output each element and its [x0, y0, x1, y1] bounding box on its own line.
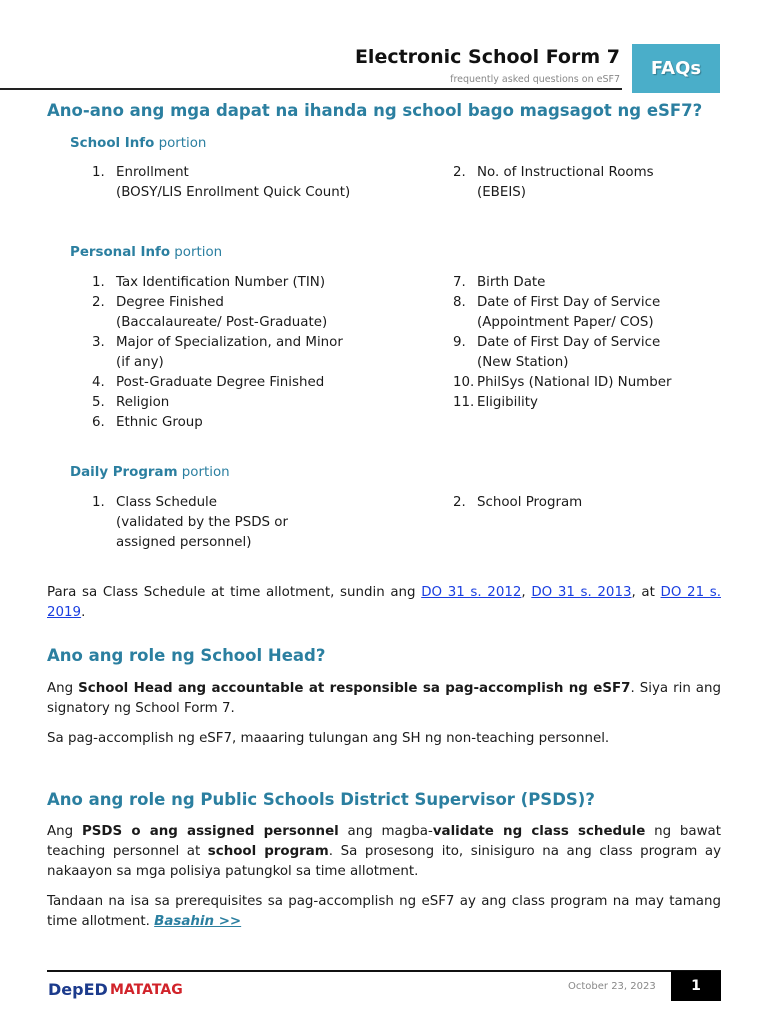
basahin-link[interactable]: Basahin >> — [154, 914, 242, 929]
section-suffix: portion — [177, 465, 230, 480]
text: Ang — [47, 824, 82, 839]
header-divider — [0, 88, 622, 90]
do-31-2012-link[interactable]: DO 31 s. 2012 — [421, 585, 522, 600]
list-item — [453, 333, 733, 373]
text: Tandaan na isa sa prerequisites sa pag-accomplish ng eSF7 ay ang class program na may tamang time allotment. — [47, 894, 721, 929]
item-text: Date of First Day of Service (New Station) — [477, 335, 661, 370]
item-number: 9. — [453, 335, 466, 350]
item-number: 11. — [453, 395, 475, 410]
personal-info-list-right — [453, 273, 733, 413]
q3-paragraph-2 — [47, 892, 721, 932]
item-number: 1. — [92, 165, 105, 180]
note-text: . — [81, 605, 86, 620]
text-bold: validate ng class schedule — [432, 824, 646, 839]
item-number: 10. — [453, 375, 475, 390]
text: Ang — [47, 681, 79, 696]
document-subtitle: frequently asked questions on eSF7 — [450, 74, 620, 85]
school-info-label — [70, 136, 206, 151]
item-number: 7. — [453, 275, 466, 290]
text: ng bawat teaching personnel at — [47, 824, 721, 859]
item-text: Date of First Day of Service (Appointment Paper/ COS) — [477, 295, 661, 330]
list-item — [453, 373, 733, 393]
list-item — [92, 373, 432, 393]
list-item — [92, 413, 432, 433]
item-text: Birth Date — [477, 275, 546, 290]
item-text: Religion — [116, 395, 170, 410]
personal-info-list-left — [92, 273, 432, 433]
section-label: Daily Program — [70, 465, 178, 480]
text: . Sa prosesong ito, sinisiguro na ang class program ay nakaayon sa mga polisiya patungkol sa time allotment. — [47, 844, 721, 879]
q2-paragraph-2: Sa pag-accomplish ng eSF7, maaaring tulungan ang SH ng non-teaching personnel. — [47, 731, 610, 746]
faqs-badge: FAQs — [632, 44, 720, 93]
note-text: , at — [631, 585, 661, 600]
item-number: 8. — [453, 295, 466, 310]
q3-heading: Ano ang role ng Public Schools District Supervisor (PSDS)? — [47, 790, 595, 809]
list-item — [92, 333, 432, 373]
section-suffix: portion — [170, 245, 223, 260]
note-text: , — [521, 585, 532, 600]
section-label: Personal Info — [70, 245, 171, 260]
do-21-2019-link[interactable]: DO 21 s. 2019 — [47, 585, 721, 620]
item-text: Post-Graduate Degree Finished — [116, 375, 325, 390]
list-item — [453, 273, 733, 293]
item-number: 6. — [92, 415, 105, 430]
personal-info-label — [70, 245, 222, 260]
text: ang magba- — [338, 824, 433, 839]
item-number: 2. — [92, 295, 105, 310]
q2-heading: Ano ang role ng School Head? — [47, 646, 326, 665]
daily-program-list-left — [92, 493, 432, 553]
item-text: Major of Specialization, and Minor (if any) — [116, 335, 343, 370]
list-item — [92, 293, 432, 333]
do-31-2013-link[interactable]: DO 31 s. 2013 — [531, 585, 632, 600]
item-number: 1. — [92, 495, 105, 510]
do-references-note — [47, 583, 721, 623]
daily-program-label — [70, 465, 230, 480]
text-bold: PSDS o ang assigned personnel — [81, 824, 339, 839]
item-number: 4. — [92, 375, 105, 390]
school-info-list-right — [453, 163, 733, 203]
item-text: No. of Instructional Rooms (EBEIS) — [477, 165, 654, 200]
item-number: 2. — [453, 495, 466, 510]
q3-paragraph-1 — [47, 822, 721, 882]
item-number: 2. — [453, 165, 466, 180]
item-text: PhilSys (National ID) Number — [477, 375, 672, 390]
matatag-logo: MATATAG — [110, 982, 183, 998]
text-bold: School Head ang accountable at responsible sa pag-accomplish ng eSF7 — [78, 681, 631, 696]
item-number: 1. — [92, 275, 105, 290]
q1-heading: Ano-ano ang mga dapat na ihanda ng school bago magsagot ng eSF7? — [47, 101, 703, 120]
document-title: Electronic School Form 7 — [354, 46, 620, 68]
item-number: 3. — [92, 335, 105, 350]
note-text: Para sa Class Schedule at time allotment, sundin ang — [47, 585, 422, 600]
item-number: 5. — [92, 395, 105, 410]
text-bold: school program — [207, 844, 329, 859]
item-text: Eligibility — [477, 395, 538, 410]
footer-divider — [47, 970, 721, 972]
item-text: Degree Finished (Baccalaureate/ Post-Graduate) — [116, 295, 328, 330]
list-item — [92, 273, 432, 293]
page-number: 1 — [671, 971, 721, 1001]
text: . Siya rin ang signatory ng School Form 7. — [47, 681, 721, 716]
list-item — [92, 163, 432, 203]
q2-paragraph-1 — [47, 679, 721, 719]
item-text: School Program — [477, 495, 583, 510]
daily-program-list-right — [453, 493, 733, 513]
list-item — [92, 493, 432, 553]
deped-logo: DepED — [48, 980, 108, 999]
section-suffix: portion — [154, 136, 207, 151]
item-text: Tax Identification Number (TIN) — [116, 275, 326, 290]
item-text: Enrollment (BOSY/LIS Enrollment Quick Count) — [116, 165, 351, 200]
school-info-list-left — [92, 163, 432, 203]
item-text: Ethnic Group — [116, 415, 203, 430]
list-item — [453, 293, 733, 333]
footer-date: October 23, 2023 — [568, 981, 656, 992]
list-item — [453, 393, 733, 413]
section-label: School Info — [70, 136, 155, 151]
item-text: Class Schedule (validated by the PSDS or assigned personnel) — [116, 495, 288, 550]
list-item — [453, 493, 733, 513]
list-item — [92, 393, 432, 413]
list-item — [453, 163, 733, 203]
